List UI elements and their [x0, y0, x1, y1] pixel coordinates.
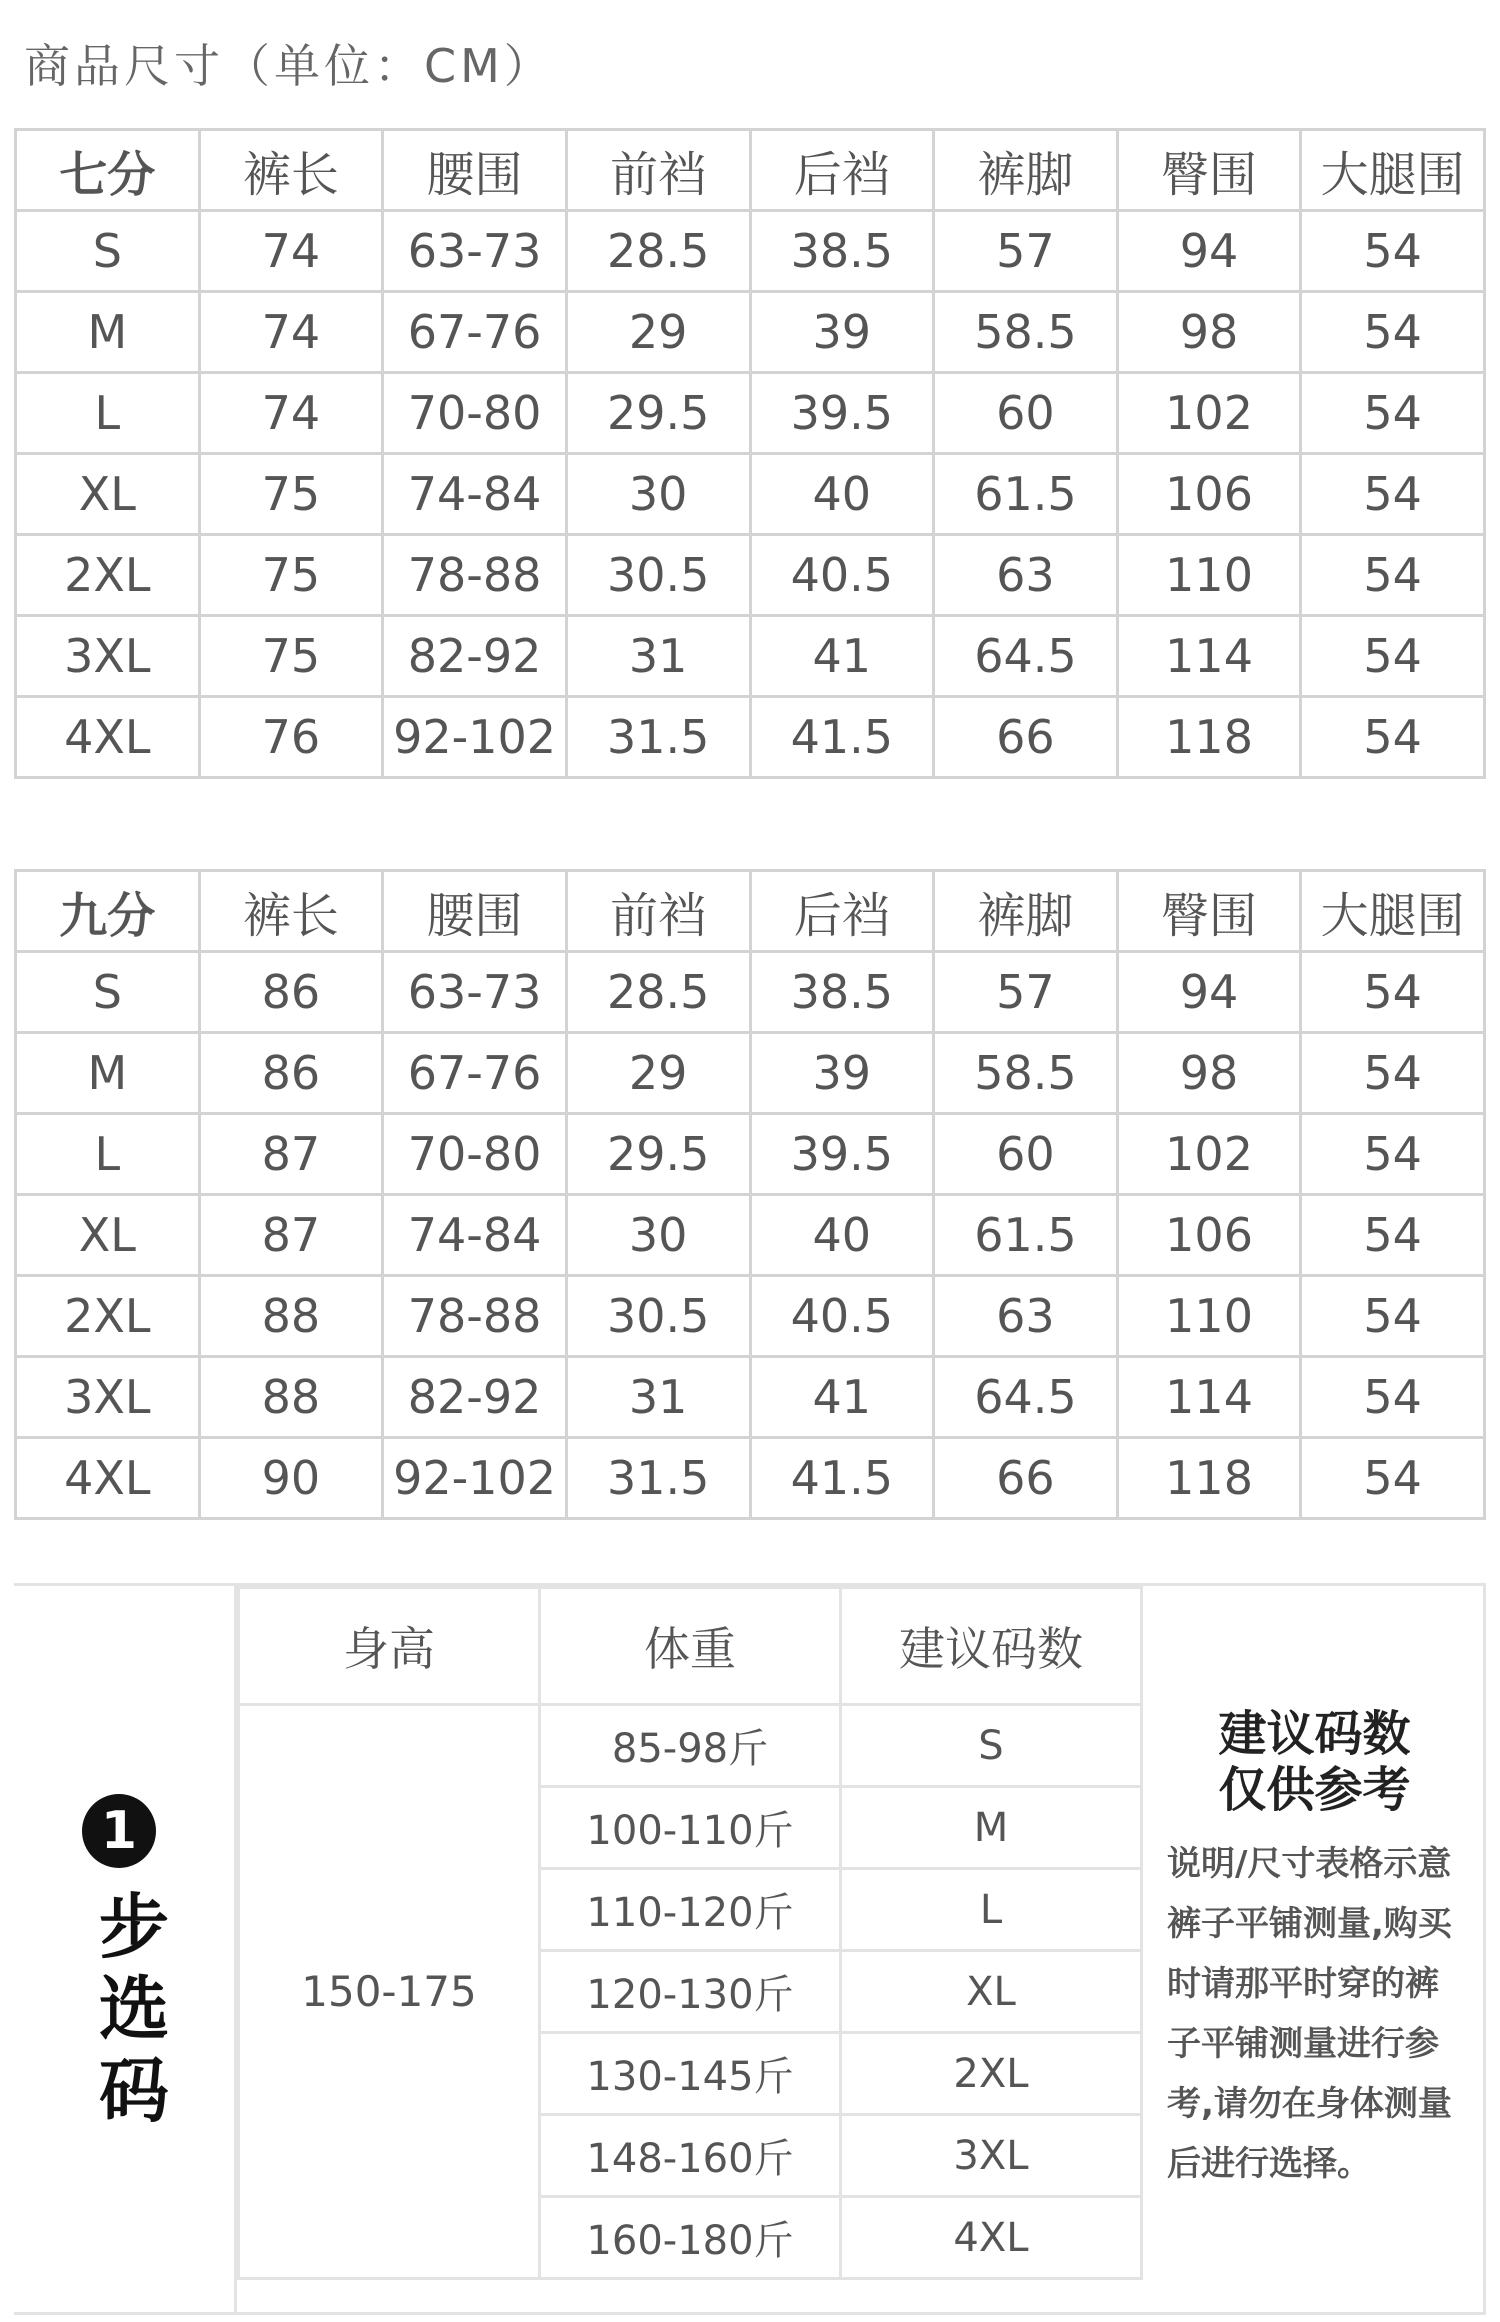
measurement-cell: 40: [750, 454, 934, 535]
measurement-cell: 28.5: [566, 211, 750, 292]
table-row: [16, 1033, 1485, 1114]
measurement-cell: 98: [1117, 292, 1301, 373]
measurement-cell: 54: [1301, 616, 1485, 697]
weight-cell: 130-145斤: [540, 2033, 841, 2115]
measurement-cell: 38.5: [750, 952, 934, 1033]
page-title: 商品尺寸（单位：CM）: [24, 39, 554, 93]
measurement-cell: 54: [1301, 211, 1485, 292]
size-recommendation-section: [14, 1583, 1486, 2315]
measurement-cell: 86: [199, 1033, 383, 1114]
measurement-cell: 66: [934, 1438, 1118, 1519]
recommended-size-cell: XL: [841, 1951, 1142, 2033]
recommendation-column-header: 体重: [540, 1588, 841, 1705]
recommendation-header-row: [239, 1588, 1142, 1705]
note-title-line2: 仅供参考: [1218, 1762, 1411, 1818]
weight-cell: 85-98斤: [540, 1705, 841, 1787]
recommended-size-cell: 2XL: [841, 2033, 1142, 2115]
measurement-cell: 64.5: [934, 616, 1118, 697]
measurement-cell: 41.5: [750, 1438, 934, 1519]
measurement-cell: 114: [1117, 616, 1301, 697]
size-cell: 2XL: [16, 1276, 200, 1357]
table-row: [16, 211, 1485, 292]
column-header: 前裆: [566, 871, 750, 952]
recommended-size-cell: 4XL: [841, 2197, 1142, 2279]
measurement-cell: 86: [199, 952, 383, 1033]
size-cell: 4XL: [16, 1438, 200, 1519]
measurement-cell: 74: [199, 211, 383, 292]
recommended-size-cell: 3XL: [841, 2115, 1142, 2197]
pants-type-label: 七分: [16, 130, 200, 211]
measurement-cell: 94: [1117, 211, 1301, 292]
weight-cell: 100-110斤: [540, 1787, 841, 1869]
measurement-cell: 39.5: [750, 1114, 934, 1195]
step-panel: [14, 1586, 237, 2312]
size-table-7fen: [14, 128, 1486, 779]
measurement-cell: 67-76: [383, 1033, 567, 1114]
measurement-cell: 114: [1117, 1357, 1301, 1438]
column-header: 腰围: [383, 871, 567, 952]
measurement-cell: 67-76: [383, 292, 567, 373]
size-table-body: [16, 130, 1485, 778]
measurement-cell: 70-80: [383, 373, 567, 454]
measurement-cell: 39.5: [750, 373, 934, 454]
table-row: [16, 1276, 1485, 1357]
measurement-cell: 30.5: [566, 535, 750, 616]
measurement-cell: 60: [934, 373, 1118, 454]
recommendation-column-header: 建议码数: [841, 1588, 1142, 1705]
measurement-cell: 54: [1301, 1033, 1485, 1114]
recommended-size-cell: S: [841, 1705, 1142, 1787]
measurement-cell: 28.5: [566, 952, 750, 1033]
measurement-cell: 82-92: [383, 1357, 567, 1438]
measurement-cell: 76: [199, 697, 383, 778]
recommendation-column-header: 身高: [239, 1588, 540, 1705]
recommendation-table-body: [239, 1588, 1142, 2279]
measurement-cell: 38.5: [750, 211, 934, 292]
measurement-cell: 40.5: [750, 1276, 934, 1357]
table-row: [16, 373, 1485, 454]
measurement-cell: 94: [1117, 952, 1301, 1033]
table-row: [16, 952, 1485, 1033]
measurement-cell: 63-73: [383, 952, 567, 1033]
size-cell: 4XL: [16, 697, 200, 778]
table-header-row: [16, 130, 1485, 211]
weight-cell: 148-160斤: [540, 2115, 841, 2197]
measurement-cell: 87: [199, 1195, 383, 1276]
measurement-cell: 41.5: [750, 697, 934, 778]
table-row: [16, 1195, 1485, 1276]
recommended-size-cell: M: [841, 1787, 1142, 1869]
recommendation-table: [237, 1586, 1143, 2280]
measurement-cell: 30: [566, 1195, 750, 1276]
measurement-cell: 54: [1301, 454, 1485, 535]
measurement-cell: 74: [199, 292, 383, 373]
size-table-9fen: [14, 869, 1486, 1520]
measurement-cell: 29: [566, 292, 750, 373]
measurement-cell: 31: [566, 616, 750, 697]
measurement-cell: 102: [1117, 1114, 1301, 1195]
column-header: 大腿围: [1301, 871, 1485, 952]
table-row: [16, 1357, 1485, 1438]
measurement-cell: 63-73: [383, 211, 567, 292]
column-header: 大腿围: [1301, 130, 1485, 211]
note-title-line1: 建议码数: [1218, 1706, 1411, 1762]
column-header: 裤长: [199, 130, 383, 211]
measurement-cell: 54: [1301, 373, 1485, 454]
measurement-cell: 70-80: [383, 1114, 567, 1195]
measurement-cell: 74-84: [383, 454, 567, 535]
measurement-cell: 60: [934, 1114, 1118, 1195]
table-row: [16, 454, 1485, 535]
column-header: 后裆: [750, 871, 934, 952]
table-row: [16, 616, 1485, 697]
measurement-cell: 40.5: [750, 535, 934, 616]
measurement-cell: 88: [199, 1276, 383, 1357]
size-cell: M: [16, 292, 200, 373]
size-cell: XL: [16, 454, 200, 535]
measurement-cell: 54: [1301, 1357, 1485, 1438]
recommendation-row: [239, 1705, 1142, 1787]
measurement-cell: 87: [199, 1114, 383, 1195]
measurement-cell: 54: [1301, 535, 1485, 616]
measurement-cell: 78-88: [383, 535, 567, 616]
measurement-cell: 29.5: [566, 1114, 750, 1195]
measurement-cell: 31.5: [566, 697, 750, 778]
pants-type-label: 九分: [16, 871, 200, 952]
measurement-cell: 58.5: [934, 292, 1118, 373]
measurement-cell: 54: [1301, 292, 1485, 373]
measurement-cell: 57: [934, 952, 1118, 1033]
measurement-cell: 41: [750, 1357, 934, 1438]
measurement-cell: 54: [1301, 697, 1485, 778]
note-title: [1143, 1706, 1486, 1818]
measurement-cell: 63: [934, 1276, 1118, 1357]
measurement-cell: 118: [1117, 697, 1301, 778]
measurement-cell: 102: [1117, 373, 1301, 454]
measurement-cell: 54: [1301, 1114, 1485, 1195]
table-row: [16, 1438, 1485, 1519]
measurement-cell: 118: [1117, 1438, 1301, 1519]
recommendation-note: [1143, 1586, 1486, 2312]
column-header: 臀围: [1117, 871, 1301, 952]
size-cell: 3XL: [16, 1357, 200, 1438]
measurement-cell: 54: [1301, 1195, 1485, 1276]
measurement-cell: 98: [1117, 1033, 1301, 1114]
measurement-cell: 88: [199, 1357, 383, 1438]
weight-cell: 120-130斤: [540, 1951, 841, 2033]
size-table-body: [16, 871, 1485, 1519]
note-text: 说明/尺寸表格示意裤子平铺测量,购买时请那平时穿的裤子平铺测量进行参考,请勿在身体测量后进行选择。: [1167, 1844, 1452, 2184]
column-header: 裤脚: [934, 130, 1118, 211]
size-cell: 3XL: [16, 616, 200, 697]
size-cell: L: [16, 1114, 200, 1195]
measurement-cell: 92-102: [383, 1438, 567, 1519]
measurement-cell: 74: [199, 373, 383, 454]
measurement-cell: 31: [566, 1357, 750, 1438]
measurement-cell: 54: [1301, 1276, 1485, 1357]
measurement-cell: 82-92: [383, 616, 567, 697]
measurement-cell: 29: [566, 1033, 750, 1114]
measurement-cell: 90: [199, 1438, 383, 1519]
table-row: [16, 1114, 1485, 1195]
measurement-cell: 41: [750, 616, 934, 697]
measurement-cell: 57: [934, 211, 1118, 292]
measurement-cell: 58.5: [934, 1033, 1118, 1114]
measurement-cell: 92-102: [383, 697, 567, 778]
measurement-cell: 110: [1117, 1276, 1301, 1357]
step-number-badge: 1: [82, 1794, 156, 1868]
measurement-cell: 106: [1117, 1195, 1301, 1276]
column-header: 臀围: [1117, 130, 1301, 211]
table-row: [16, 697, 1485, 778]
measurement-cell: 63: [934, 535, 1118, 616]
column-header: 后裆: [750, 130, 934, 211]
measurement-cell: 29.5: [566, 373, 750, 454]
weight-cell: 160-180斤: [540, 2197, 841, 2279]
measurement-cell: 110: [1117, 535, 1301, 616]
measurement-cell: 78-88: [383, 1276, 567, 1357]
recommended-size-cell: L: [841, 1869, 1142, 1951]
measurement-cell: 74-84: [383, 1195, 567, 1276]
size-cell: S: [16, 952, 200, 1033]
measurement-cell: 54: [1301, 952, 1485, 1033]
size-cell: L: [16, 373, 200, 454]
measurement-cell: 30.5: [566, 1276, 750, 1357]
measurement-cell: 66: [934, 697, 1118, 778]
column-header: 裤长: [199, 871, 383, 952]
measurement-cell: 39: [750, 1033, 934, 1114]
measurement-cell: 61.5: [934, 1195, 1118, 1276]
measurement-cell: 106: [1117, 454, 1301, 535]
measurement-cell: 75: [199, 616, 383, 697]
measurement-cell: 54: [1301, 1438, 1485, 1519]
column-header: 前裆: [566, 130, 750, 211]
size-cell: XL: [16, 1195, 200, 1276]
step-label: 步选码: [99, 1886, 169, 2132]
size-cell: 2XL: [16, 535, 200, 616]
size-cell: M: [16, 1033, 200, 1114]
column-header: 腰围: [383, 130, 567, 211]
weight-cell: 110-120斤: [540, 1869, 841, 1951]
table-row: [16, 535, 1485, 616]
column-header: 裤脚: [934, 871, 1118, 952]
height-range-cell: 150-175: [239, 1705, 540, 2279]
table-header-row: [16, 871, 1485, 952]
measurement-cell: 75: [199, 535, 383, 616]
measurement-cell: 39: [750, 292, 934, 373]
measurement-cell: 40: [750, 1195, 934, 1276]
measurement-cell: 61.5: [934, 454, 1118, 535]
measurement-cell: 31.5: [566, 1438, 750, 1519]
measurement-cell: 75: [199, 454, 383, 535]
measurement-cell: 64.5: [934, 1357, 1118, 1438]
table-row: [16, 292, 1485, 373]
measurement-cell: 30: [566, 454, 750, 535]
size-cell: S: [16, 211, 200, 292]
